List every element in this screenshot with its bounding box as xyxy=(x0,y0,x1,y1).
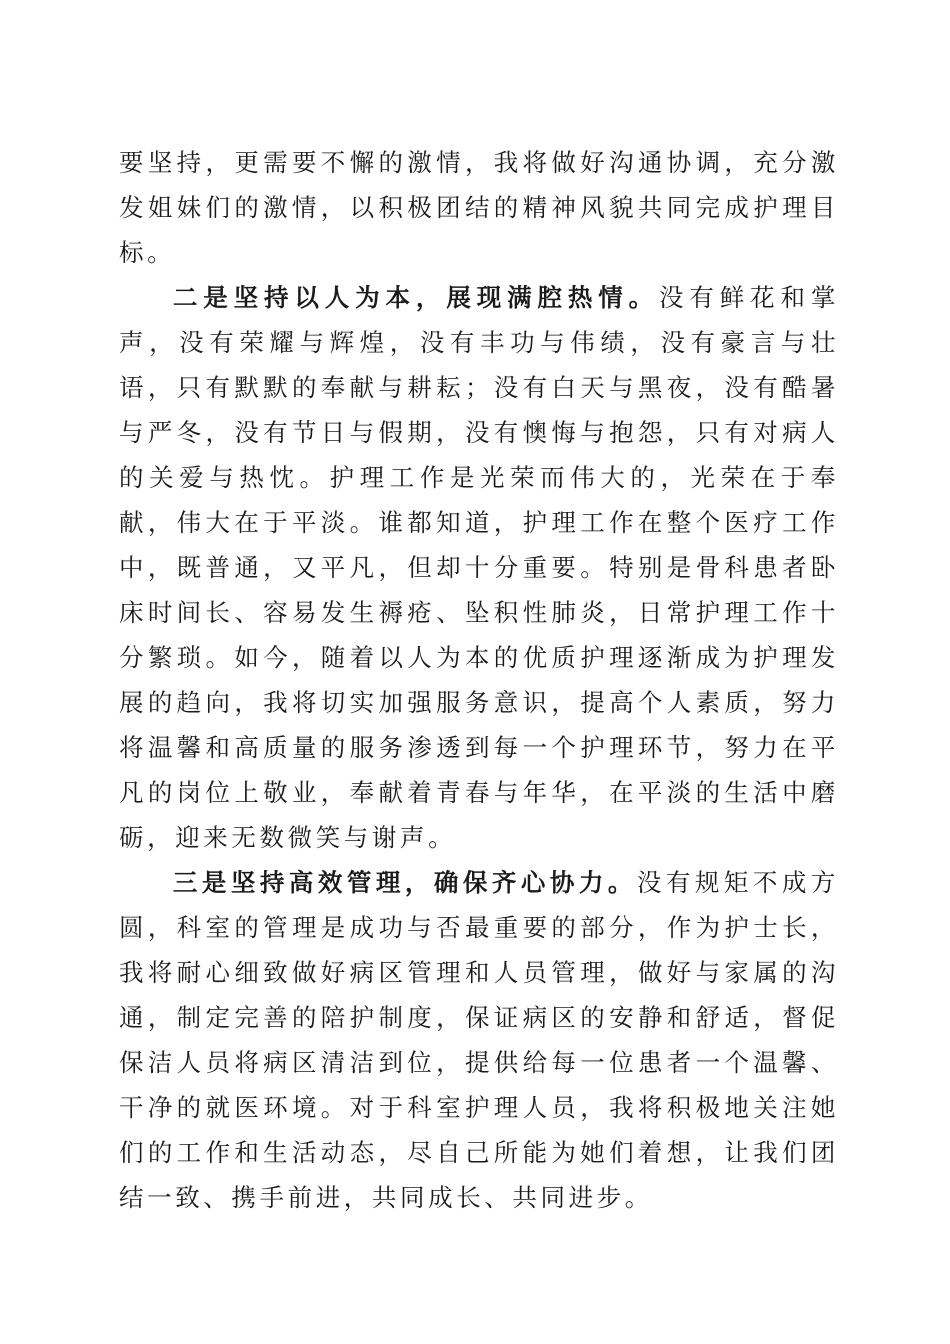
paragraph-text: 没有规矩不成方圆，科室的管理是成功与否最重要的部分，作为护士长，我将耐心细致做好病区管理和人员管理，做好与家属的沟通，制定完善的陪护制度，保证病区的安静和舒适，督促保洁人员将病区清洁到位，提供给每一位患者一个温馨、干净的就医环境。对于科室护理人员，我将积极地关注她们的工作和生活动态，尽自己所能为她们着想，让我们团结一致、携手前进，共同成长、共同进步。 xyxy=(119,868,839,1212)
paragraph-text: 没有鲜花和掌声，没有荣耀与辉煌，没有丰功与伟绩，没有豪言与壮语，只有默默的奉献与耕耘；没有白天与黑夜，没有酷暑与严冬，没有节日与假期，没有懊悔与抱怨，只有对病人的关爱与热忱。护理工作是光荣而伟大的，光荣在于奉献，伟大在于平淡。谁都知道，护理工作在整个医疗工作中，既普通，又平凡，但却十分重要。特别是骨科患者卧床时间长、容易发生褥疮、坠积性肺炎，日常护理工作十分繁琐。如今，随着以人为本的优质护理逐渐成为护理发展的趋向，我将切实加强服务意识，提高个人素质，努力将温馨和高质量的服务渗透到每一个护理环节，努力在平凡的岗位上敬业，奉献着青春与年华，在平淡的生活中磨砺，迎来无数微笑与谢声。 xyxy=(119,283,839,852)
paragraph-lead-heading: 二是坚持以人为本，展现满腔热情。 xyxy=(172,283,659,312)
paragraph-continuation xyxy=(119,140,839,275)
paragraph-people-oriented xyxy=(119,275,839,860)
paragraph-text: 要坚持，更需要不懈的激情，我将做好沟通协调，充分激发姐妹们的激情，以积极团结的精神风貌共同完成护理目标。 xyxy=(119,148,839,267)
paragraph-lead-heading: 三是坚持高效管理，确保齐心协力。 xyxy=(172,868,637,897)
document-body xyxy=(119,140,839,1220)
paragraph-efficient-management xyxy=(119,860,839,1220)
